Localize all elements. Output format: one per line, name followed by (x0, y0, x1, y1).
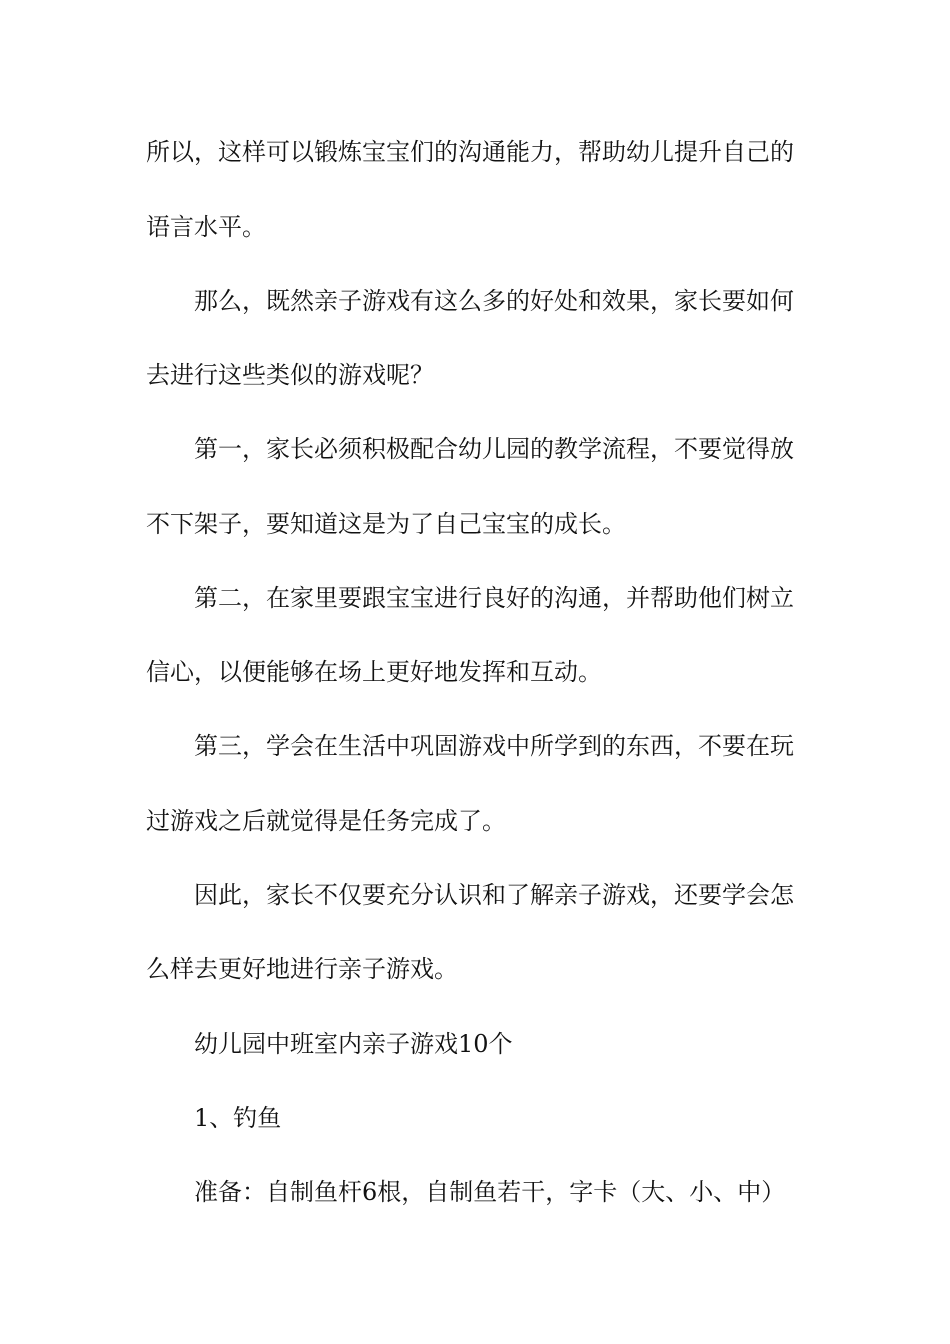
text-line: 信心，以便能够在场上更好地发挥和互动。 (146, 658, 602, 686)
text-line: 过游戏之后就觉得是任务完成了。 (146, 807, 506, 835)
list-item-title: 1、钓鱼 (194, 1104, 282, 1132)
text-line: 不下架子，要知道这是为了自己宝宝的成长。 (146, 510, 626, 538)
paragraph-start-line: 第二，在家里要跟宝宝进行良好的沟通，并帮助他们树立 (194, 584, 794, 612)
paragraph-start-line: 因此，家长不仅要充分认识和了解亲子游戏，还要学会怎 (194, 881, 794, 909)
text-line: 所以，这样可以锻炼宝宝们的沟通能力，帮助幼儿提升自己的 (146, 138, 794, 166)
section-title: 幼儿园中班室内亲子游戏10个 (194, 1030, 513, 1058)
text-line: 去进行这些类似的游戏呢？ (146, 361, 434, 389)
paragraph-start-line: 那么，既然亲子游戏有这么多的好处和效果，家长要如何 (194, 287, 794, 315)
paragraph-start-line: 第三，学会在生活中巩固游戏中所学到的东西，不要在玩 (194, 732, 794, 760)
paragraph-start-line: 第一，家长必须积极配合幼儿园的教学流程，不要觉得放 (194, 435, 794, 463)
text-line: 么样去更好地进行亲子游戏。 (146, 955, 458, 983)
preparation-line: 准备：自制鱼杆6根，自制鱼若干，字卡（大、小、中） (194, 1178, 786, 1206)
text-line: 语言水平。 (146, 213, 266, 241)
